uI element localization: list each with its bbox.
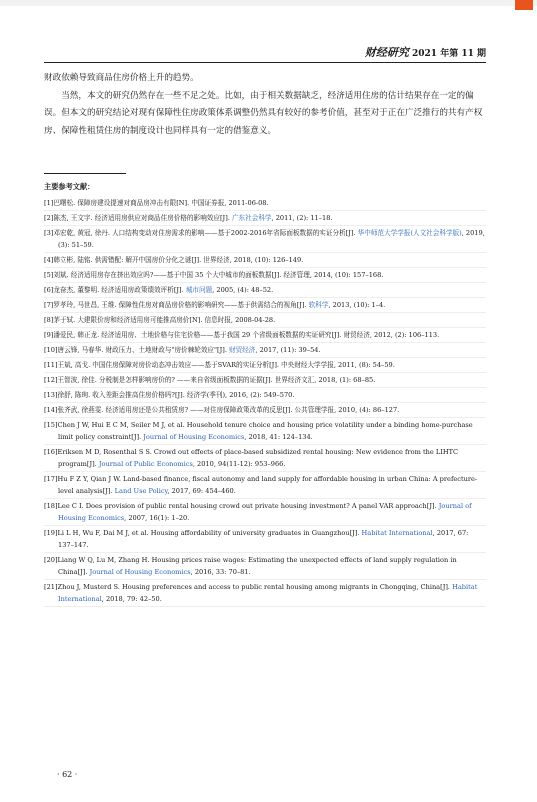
reference-item: [10]唐云锋, 马春华. 财政压力、土地财政与"房价棘轮效应"[J]. 财贸经济, 2017, (11): 39–54. (44, 344, 486, 358)
body-paragraph-2: 当然，本文的研究仍然存在一些不足之处。比如，由于相关数据缺乏，经济适用住房的估计结果存在一定的偏误。但本文的研究结论对现有保障性住房政策体系调整仍然具有较好的参考价值，甚至对于正在广泛推行的共有产权房、保障性租赁住房的制度设计也同样具有一定的借鉴意义。 (44, 90, 483, 136)
body-line-1: 财政依赖导致商品住房价格上升的趋势。 (44, 73, 199, 83)
reference-link[interactable]: Land Use Policy (114, 487, 168, 495)
reference-list (44, 197, 486, 608)
page-number: · 62 · (57, 770, 78, 779)
header-rule (44, 62, 486, 63)
reference-link[interactable]: Journal of Housing Economics (58, 502, 472, 522)
reference-item: [7]罗孝玲, 马世昌, 王维. 保障性住房对商品房价格的影响研究——基于供需结合的视角[J]. 软科学, 2013, (10): 1–4. (44, 299, 486, 313)
reference-item: [14]张齐武, 徐燕雯. 经济适用房还是公共租赁房? ——对住房保障政策改革的反思[J]. 公共管理学报, 2010, (4): 86–127. (44, 404, 486, 418)
reference-link[interactable]: 城市问题 (185, 286, 213, 294)
reference-link[interactable]: 软科学 (308, 301, 329, 309)
references-title: 主要参考文献： (44, 182, 95, 191)
viewer-top-strip (0, 0, 537, 6)
reference-item: [13]徐舒, 陈珣. 收入差距会推高住房价格吗?[J]. 经济学(季刊), 2016, (2): 549–570. (44, 389, 486, 403)
reference-link[interactable]: Habitat International (361, 529, 433, 537)
reference-item: [17]Hu F Z Y, Qian J W. Land-based finance, fiscal autonomy and land supply for affordable housing in urban China: A prefecture-level analysis[J]. Land Use Policy, 2017, 69: 454–460. (44, 473, 486, 499)
reference-item: [2]陈杰, 王文宇. 经济适用房供应对商品住房价格的影响效应[J]. 广东社会科学, 2011, (2): 11–18. (44, 212, 486, 226)
reference-item: [19]Li L H, Wu F, Dai M J, et al. Housing affordability of university graduates in Guangzhou[J]. Habitat International, 2017, 67: 137–147. (44, 527, 486, 553)
reference-item: [3]邓宏乾, 黄冠, 徐丹. 人口结构变动对住房需求的影响——基于2002-2016年省际面板数据的实证分析[J]. 华中师范大学学报(人文社会科学版), 2019, (3): 51–59. (44, 227, 486, 253)
reference-item: [12]王智波, 徐佳. 分税制是怎样影响房价的? ——来自省级面板数据的证据[J]. 世界经济文汇, 2018, (1): 68–85. (44, 374, 486, 388)
reference-item: [8]茅于轼. 大建限价房和经济适用房可能推高房价[N]. 信息时报, 2008-04-28. (44, 314, 486, 328)
reference-item: [1]巴曙松. 保障房建设提速对商品房冲击有限[N]. 中国证券报, 2011-06-08. (44, 197, 486, 211)
reference-link[interactable]: 华中师范大学学报(人文社会科学版) (357, 229, 462, 237)
body-text (44, 70, 486, 140)
reference-link[interactable]: Journal of Public Economics (98, 460, 193, 468)
reference-item: [5]刘斌. 经济适用房存在挤出效应吗?——基于中国 35 个大中城市的面板数据[J]. 经济管理, 2014, (10): 157–168. (44, 269, 486, 283)
journal-name: 财经研究 (364, 46, 409, 59)
reference-link[interactable]: Journal of Housing Economics (89, 568, 191, 576)
reference-link[interactable]: Journal of Housing Economics (143, 433, 245, 441)
reference-link[interactable]: 财贸经济 (229, 346, 256, 354)
reference-item: [9]潘爱民, 韩正龙. 经济适用房、土地价格与住宅价格——基于我国 29 个省级面板数据的实证研究[J]. 财贸经济, 2012, (2): 106–113. (44, 329, 486, 343)
references-rule (44, 173, 126, 174)
reference-item: [15]Chen J W, Hui E C M, Seiler M J, et al. Household tenure choice and housing price volatility under a binding home-purchase limit policy constraint[J]. Journal of Housing Economics, 2018, 41: 124–134. (44, 419, 486, 445)
reference-item: [4]韩立彬, 陆铭. 供需错配: 解开中国房价分化之谜[J]. 世界经济, 2018, (10): 126–149. (44, 254, 486, 268)
reference-item: [6]龙奋杰, 董黎明. 经济适用房政策绩效评析[J]. 城市问题, 2005, (4): 48–52. (44, 284, 486, 298)
reference-item: [11]王斌, 高戈. 中国住房保障对房价动态冲击效应——基于SVAR的实证分析[J]. 中央财经大学学报, 2011, (8): 54–59. (44, 359, 486, 373)
issue-label: 2021 年第 11 期 (412, 49, 486, 59)
reference-item: [21]Zhou J, Musterd S. Housing preferences and access to public rental housing among migrants in Chongqing, China[J]. Habitat International, 2018, 79: 42–50. (44, 581, 486, 607)
reference-item: [16]Eriksen M D, Rosenthal S S. Crowd out effects of place-based subsidized rental housing: New evidence from the LIHTC program[J]. Journal of Public Economics, 2010, 94(11-12): 953–966. (44, 446, 486, 472)
running-header (44, 44, 486, 58)
reference-link[interactable]: Habitat International (58, 583, 478, 603)
reference-link[interactable]: 广东社会科学 (231, 214, 272, 222)
reference-item: [20]Liang W Q, Lu M, Zhang H. Housing prices raise wages: Estimating the unexpected effects of land supply regulation in China[J]. Journal of Housing Economics, 2016, 33: 70–81. (44, 554, 486, 580)
reference-item: [18]Lee C I. Does provision of public rental housing crowd out private housing investment? A panel VAR approach[J]. Journal of Housing Economics, 2007, 16(1): 1–20. (44, 500, 486, 526)
bookmark-tab[interactable] (515, 0, 533, 10)
